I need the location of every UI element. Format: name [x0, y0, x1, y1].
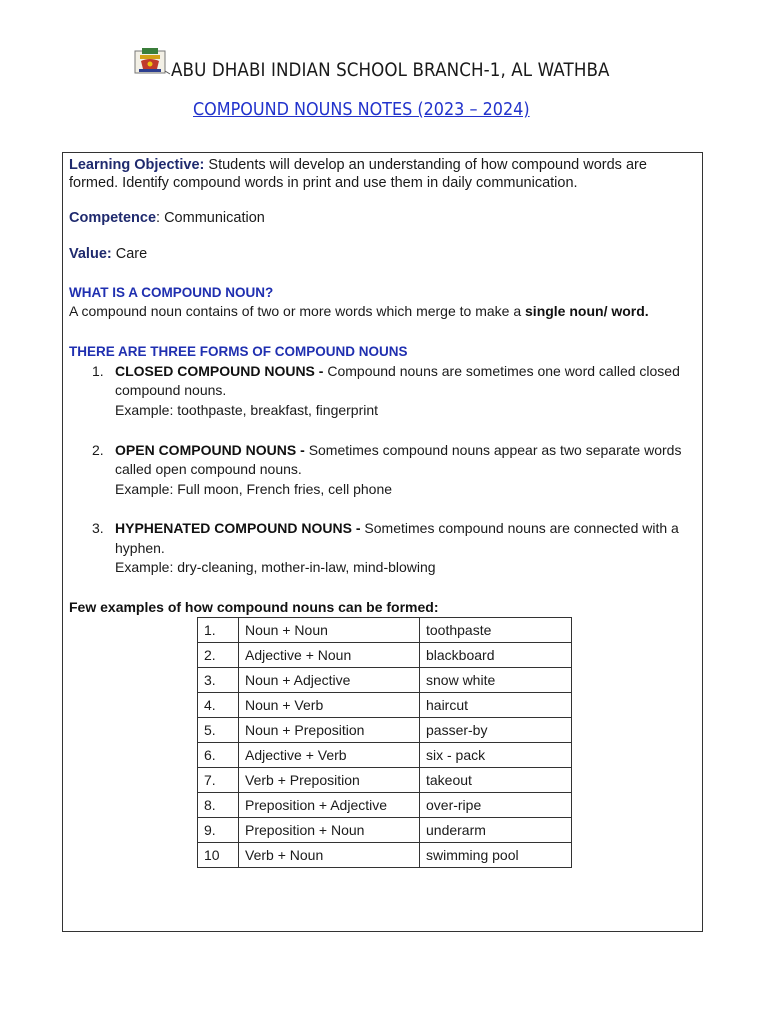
examples-table — [197, 617, 572, 868]
form-1-text1: Compound nouns are sometimes one word called closed — [327, 363, 680, 379]
example-word-cell: six - pack — [420, 743, 572, 768]
objective-text-2: formed. Identify compound words in print and use them in daily communication. — [69, 175, 578, 191]
example-word-cell: snow white — [420, 668, 572, 693]
formation-cell: Preposition + Noun — [239, 818, 420, 843]
competence-label: Competence — [69, 210, 157, 226]
table-row — [198, 843, 572, 868]
row-number-cell: 3. — [198, 668, 239, 693]
table-row — [198, 643, 572, 668]
table-row — [198, 793, 572, 818]
example-word-cell: blackboard — [420, 643, 572, 668]
form-3-title: HYPHENATED COMPOUND NOUNS - — [115, 520, 365, 536]
examples-heading — [69, 598, 438, 617]
objective-label: Learning Objective: — [69, 157, 205, 173]
form-1-num: 1. — [92, 363, 104, 379]
form-1-example: Example: toothpaste, breakfast, fingerprint — [115, 402, 379, 418]
school-name: ABU DHABI INDIAN SCHOOL BRANCH-1, AL WATHBA — [171, 59, 610, 81]
value-line — [69, 245, 147, 264]
table-row — [198, 668, 572, 693]
forms-heading: THERE ARE THREE FORMS OF COMPOUND NOUNS — [69, 344, 408, 359]
formation-cell: Preposition + Adjective — [239, 793, 420, 818]
example-word-cell: swimming pool — [420, 843, 572, 868]
formation-cell: Noun + Adjective — [239, 668, 420, 693]
row-number-cell: 5. — [198, 718, 239, 743]
formation-cell: Noun + Verb — [239, 693, 420, 718]
table-row — [198, 743, 572, 768]
formation-cell: Adjective + Noun — [239, 643, 420, 668]
form-2-num: 2. — [92, 442, 104, 458]
example-word-cell: toothpaste — [420, 618, 572, 643]
school-crest-logo — [133, 45, 171, 77]
formation-cell: Verb + Preposition — [239, 768, 420, 793]
form-3-line1 — [115, 519, 679, 538]
table-row — [198, 818, 572, 843]
table-row — [198, 718, 572, 743]
table-row — [198, 618, 572, 643]
document-title: COMPOUND NOUNS NOTES (2023 – 2024) — [193, 99, 530, 120]
form-1-title: CLOSED COMPOUND NOUNS - — [115, 363, 328, 379]
example-word-cell: passer-by — [420, 718, 572, 743]
row-number-cell: 1. — [198, 618, 239, 643]
table-row — [198, 693, 572, 718]
row-number-cell: 9. — [198, 818, 239, 843]
formation-cell: Noun + Preposition — [239, 718, 420, 743]
form-2-example: Example: Full moon, French fries, cell phone — [115, 481, 393, 497]
form-3-line2: hyphen. — [115, 540, 165, 556]
formation-cell: Adjective + Verb — [239, 743, 420, 768]
form-3-text1: Sometimes compound nouns are connected with a — [364, 520, 679, 536]
form-2-line1 — [115, 441, 681, 460]
example-word-cell: haircut — [420, 693, 572, 718]
form-3-num: 3. — [92, 520, 104, 536]
form-2-title: OPEN COMPOUND NOUNS - — [115, 442, 309, 458]
definition-plain: A compound noun contains of two or more words which merge to make a — [69, 303, 526, 319]
formation-cell: Verb + Noun — [239, 843, 420, 868]
value-value: Care — [111, 246, 148, 262]
form-1-line2: compound nouns. — [115, 382, 227, 398]
form-1-line1 — [115, 362, 680, 381]
row-number-cell: 8. — [198, 793, 239, 818]
row-number-cell: 10 — [198, 843, 239, 868]
row-number-cell: 4. — [198, 693, 239, 718]
definition-bold: single noun/ word. — [525, 303, 649, 319]
definition-heading: WHAT IS A COMPOUND NOUN? — [69, 285, 274, 300]
form-3-example: Example: dry-cleaning, mother-in-law, mind-blowing — [115, 559, 436, 575]
row-number-cell: 6. — [198, 743, 239, 768]
example-word-cell: takeout — [420, 768, 572, 793]
table-row — [198, 768, 572, 793]
row-number-cell: 7. — [198, 768, 239, 793]
competence-line — [69, 209, 265, 228]
form-2-text1: Sometimes compound nouns appear as two separate words — [308, 442, 682, 458]
formation-cell: Noun + Noun — [239, 618, 420, 643]
value-label: Value: — [69, 246, 112, 262]
objective-line-1 — [69, 156, 647, 175]
definition-text — [69, 302, 649, 321]
objective-text-1: Students will develop an understanding of how compound words are — [204, 157, 647, 173]
examples-heading-text: Few examples of how compound nouns can be formed: — [69, 599, 439, 615]
row-number-cell: 2. — [198, 643, 239, 668]
example-word-cell: over-ripe — [420, 793, 572, 818]
example-word-cell: underarm — [420, 818, 572, 843]
form-2-line2: called open compound nouns. — [115, 461, 302, 477]
competence-value: : Communication — [156, 210, 265, 226]
